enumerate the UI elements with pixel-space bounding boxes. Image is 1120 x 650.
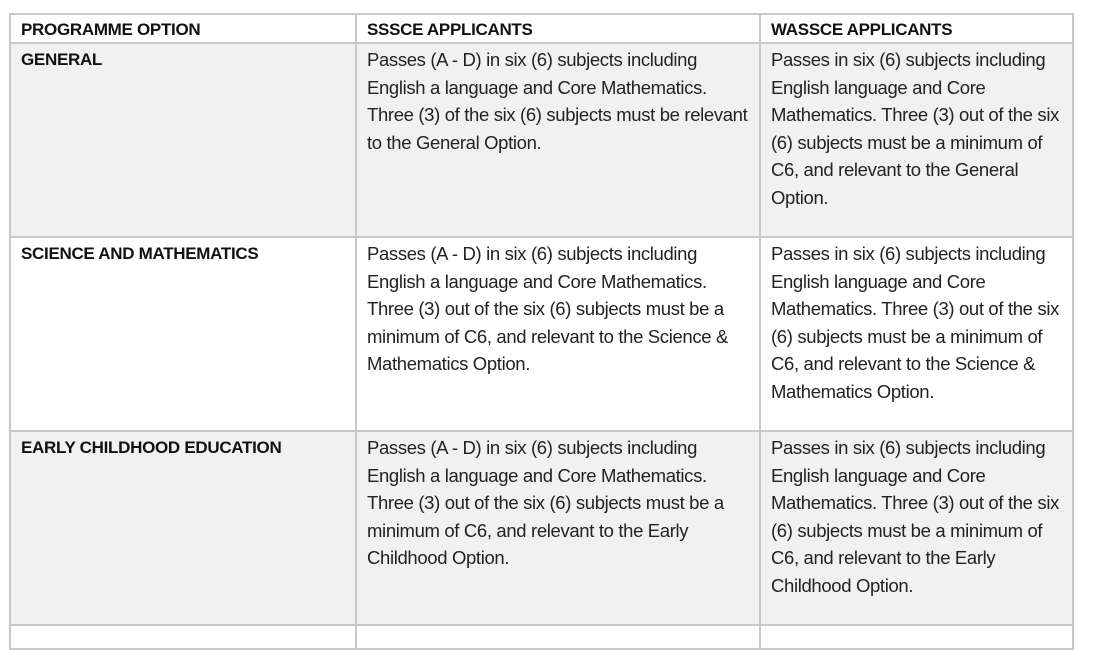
- admission-requirements-table: [9, 13, 1074, 650]
- table-row-science-and-mathematics: [10, 237, 1073, 431]
- sssce-requirement-cell: Passes (A - D) in six (6) subjects including English a language and Core Mathematics. Three (3) out of the six (6) subjects must be a minimum of C6, and relevant to the Science & Mathematics Option.: [356, 237, 760, 431]
- table-header-row: [10, 14, 1073, 43]
- header-wassce-applicants: WASSCE APPLICANTS: [760, 14, 1073, 43]
- empty-cell: [760, 625, 1073, 649]
- table-row-early-childhood-education: [10, 431, 1073, 625]
- programme-option-cell: SCIENCE AND MATHEMATICS: [10, 237, 356, 431]
- wassce-requirement-cell: Passes in six (6) subjects including English language and Core Mathematics. Three (3) out of the six (6) subjects must be a minimum of C6, and relevant to the Science & Mathematics Option.: [760, 237, 1073, 431]
- admission-requirements-table-container: [9, 13, 1072, 650]
- table-row-general: [10, 43, 1073, 237]
- table-row-cut-off: [10, 625, 1073, 649]
- programme-option-cell: EARLY CHILDHOOD EDUCATION: [10, 431, 356, 625]
- empty-cell: [356, 625, 760, 649]
- wassce-requirement-cell: Passes in six (6) subjects including English language and Core Mathematics. Three (3) out of the six (6) subjects must be a minimum of C6, and relevant to the General Option.: [760, 43, 1073, 237]
- empty-cell: [10, 625, 356, 649]
- header-programme-option: PROGRAMME OPTION: [10, 14, 356, 43]
- wassce-requirement-cell: Passes in six (6) subjects including English language and Core Mathematics. Three (3) out of the six (6) subjects must be a minimum of C6, and relevant to the Early Childhood Option.: [760, 431, 1073, 625]
- programme-option-cell: GENERAL: [10, 43, 356, 237]
- sssce-requirement-cell: Passes (A - D) in six (6) subjects including English a language and Core Mathematics. Three (3) of the six (6) subjects must be relevant to the General Option.: [356, 43, 760, 237]
- header-sssce-applicants: SSSCE APPLICANTS: [356, 14, 760, 43]
- sssce-requirement-cell: Passes (A - D) in six (6) subjects including English a language and Core Mathematics. Three (3) out of the six (6) subjects must be a minimum of C6, and relevant to the Early Childhood Option.: [356, 431, 760, 625]
